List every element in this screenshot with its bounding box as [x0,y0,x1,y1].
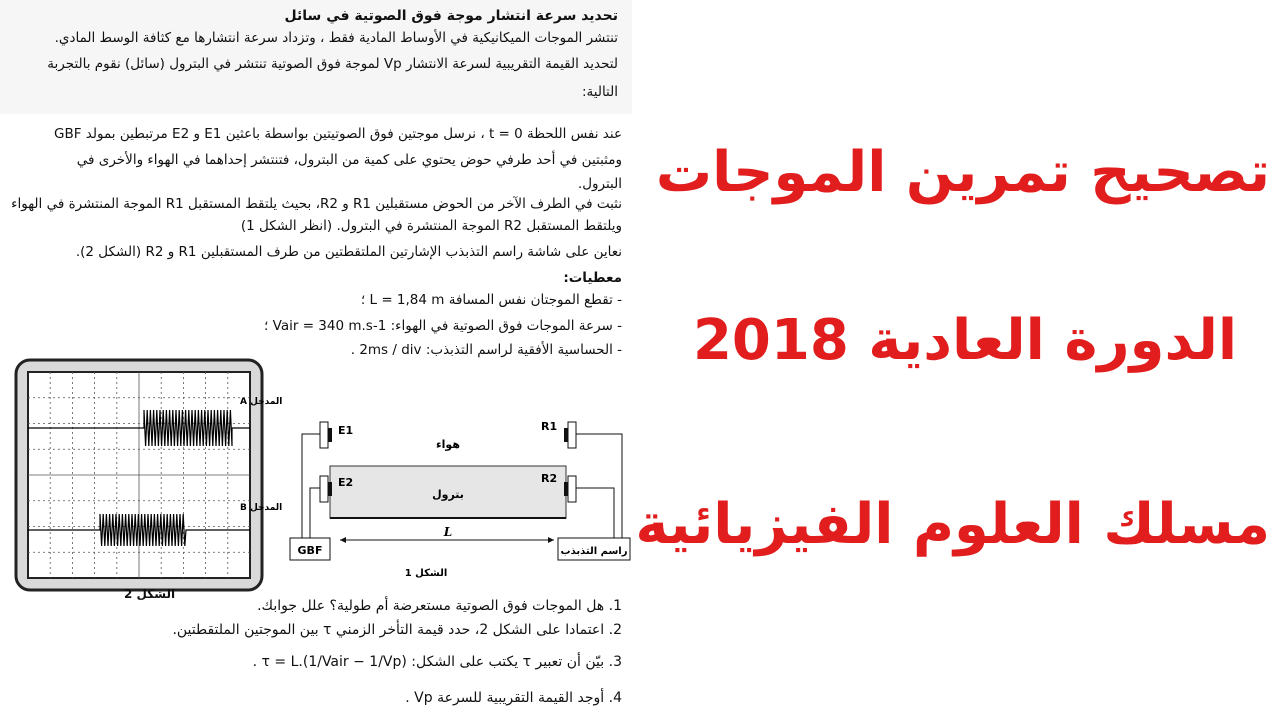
receiver-r1 [568,422,576,448]
body-line-1: عند نفس اللحظة t = 0 ، نرسل موجتين فوق الصوتيتين بواسطة باعثين E1 و E2 مرتبطين بمولد GBF [54,126,622,142]
question-1: 1. هل الموجات فوق الصوتية مستعرضة أم طولية؟ علل جوابك. [257,598,622,614]
emitter-e1 [320,422,328,448]
body-line-5: ويلتقط المستقبل R2 الموجة المنتشرة في البترول. (انظر الشكل 1) [240,218,622,234]
oscilloscope-figure [14,358,283,598]
body-line-6: نعاين على شاشة راسم التذبذب الإشارتين الملتقطتين من طرف المستقبلين R1 و R2 (الشكل 2). [75,244,622,260]
air-label: هواء [436,438,460,451]
intro-line-1: تنتشر الموجات الميكانيكية في الأوساط المادية فقط ، وتزداد سرعة انتشارها مع كثافة الوسط المادي. [54,30,618,46]
question-3: 3. بيّن أن تعبير τ يكتب على الشكل: τ = L.(1/Vair − 1/Vp) . [252,654,622,670]
title-line-2: الدورة العادية 2018 [692,308,1238,373]
figure1-caption: الشكل 1 [404,568,448,579]
data-item-1: - تقطع الموجتان نفس المسافة L = 1,84 m ؛ [360,292,622,308]
setup-figure [288,414,636,584]
channel-b-label: المدخل B [240,503,283,513]
oil-label: بترول [432,488,464,501]
title-line-3: مسلك العلوم الفيزيائية [635,492,1270,557]
intro-line-3: التالية: [581,84,618,100]
channel-a-label: المدخل A [240,397,283,407]
emitter-e2 [320,476,328,502]
body-line-2: ومثبتين في أحد طرفي حوض يحتوي على كمية من البترول، فتنتشر إحداهما في الهواء والأخرى في [76,152,622,168]
intro-line-2: لتحديد القيمة التقريبية لسرعة الانتشار Vp لموجة فوق الصوتية تنتشر في البترول (سائل) نقوم بالتجربة [47,56,618,72]
e2-label: E2 [338,476,354,489]
scope-label: راسم التذبذب [560,546,628,557]
r1-label: R1 [541,420,558,433]
body-line-4: نثبت في الطرف الآخر من الحوض مستقبلين R1 و R2، بحيث يلتقط المستقبل R1 الموجة المنتشرة في الهواء [11,196,622,212]
question-4: 4. أوجد القيمة التقريبية للسرعة Vp . [405,690,622,706]
figure2-caption: الشكل 2 [124,587,176,601]
data-item-2: - سرعة الموجات فوق الصوتية في الهواء: Vair = 340 m.s-1 ؛ [264,318,622,334]
r2-label: R2 [541,472,558,485]
data-item-3: - الحساسية الأفقية لراسم التذبذب: 2ms / div . [350,342,622,358]
exercise-heading: تحديد سرعة انتشار موجة فوق الصوتية في سائل [284,8,618,24]
gbf-label: GBF [297,544,323,557]
body-line-3: البترول. [577,176,622,192]
e1-label: E1 [338,424,354,437]
title-line-1: تصحيح تمرين الموجات [655,140,1270,205]
receiver-r2 [568,476,576,502]
question-2: 2. اعتمادا على الشكل 2، حدد قيمة التأخر الزمني τ بين الموجتين الملتقطتين. [172,622,622,638]
data-heading: معطيات: [563,270,622,286]
distance-label: L [443,525,453,539]
